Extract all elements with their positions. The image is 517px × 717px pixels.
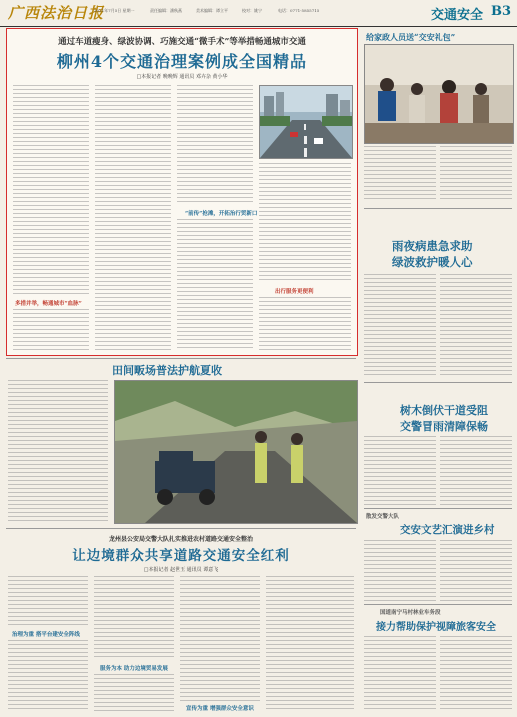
date-line: 2021年7月5日 星期一 [94, 8, 135, 13]
bottom-subhead-2: 服务为本 助力边境贸易发展 [100, 666, 168, 672]
divider [364, 382, 512, 383]
lead-text-col3b [177, 219, 253, 351]
bottom-text-col2 [94, 576, 174, 660]
right-headline-2b: 绿波救护暖人心 [392, 255, 473, 269]
right-text-a2 [440, 146, 512, 202]
lead-title: 柳州4个交通治理案例成全国精品 [56, 52, 308, 71]
right-headline-1: 给家政人员送“交安礼包” [366, 32, 456, 42]
bottom-text-col1 [8, 576, 88, 626]
right-headline-3a: 树木倒伏干道受阻 [400, 404, 488, 417]
police-tricycle-photo [115, 381, 357, 523]
right-text-d2 [440, 540, 512, 604]
right-text-b1 [364, 274, 436, 378]
lead-subhead-1: 多措并举，畅通城市“血脉” [15, 301, 82, 307]
section-title: 交通安全 [430, 8, 483, 23]
lead-subhead-2: “前传”抢滩，开拓治行贸新口 [185, 211, 258, 217]
lead-story [6, 28, 358, 356]
page-number: B3 [490, 4, 511, 19]
bottom-text-col2b [94, 674, 174, 712]
divider [364, 208, 512, 209]
bottom-text-col1b [8, 640, 88, 712]
right-headline-6: 接力帮助保护视障旅客安全 [376, 622, 496, 633]
lead-text-col2 [95, 85, 171, 351]
middle-text [8, 380, 108, 522]
lead-byline: □本报记者 晚晚辉 通讯员 邓卉杂 黄小华 [136, 74, 228, 80]
lead-text-col4b [259, 297, 351, 351]
lead-right-subhead: 出行服务更便利 [275, 289, 314, 295]
lead-text-col1 [13, 85, 89, 295]
right-headline-6-small: 国道南宁马村林业车务段 [380, 610, 441, 616]
right-text-b2 [440, 274, 512, 378]
bottom-byline: □本报记者 赵世玉 通讯员 谭意飞 [143, 567, 219, 573]
right-text-a1 [364, 146, 436, 202]
middle-headline: 田间畈场普法护航夏收 [112, 364, 222, 377]
divider [364, 604, 512, 605]
lead-photo [259, 85, 353, 159]
right-text-c1 [364, 436, 436, 506]
bottom-subhead-3: 宣传为重 增强群众安全意识 [186, 706, 254, 712]
lead-kicker: 通过车道瘦身、绿波协调、巧施交通“微手术”等举措畅通城市交通 [58, 37, 306, 47]
proof-line: 校对：姚宁 [242, 8, 262, 13]
bottom-subhead-1: 治理为重 搭平台建安全阵线 [12, 632, 80, 638]
bottom-text-col3 [180, 576, 260, 702]
middle-photo [114, 380, 358, 524]
lead-text-col4 [259, 163, 351, 283]
bottom-title: 让边境群众共享道路交通安全红利 [72, 548, 290, 564]
right-text-d1 [364, 540, 436, 604]
divider [364, 508, 512, 509]
right-text-e2 [440, 636, 512, 712]
phone-line: 电话：0771-5855715 [278, 8, 320, 13]
lead-text-col1b [13, 309, 89, 351]
page-header [0, 0, 517, 27]
community-meeting-photo [365, 45, 513, 143]
right-headline-4: 散发交警大队 [366, 514, 400, 520]
right-headline-5: 交安文艺汇演进乡村 [400, 524, 495, 536]
designer-line: 美术编辑：谭立平 [196, 8, 228, 13]
divider [6, 528, 356, 529]
city-road-photo [260, 86, 352, 158]
right-photo [364, 44, 514, 144]
editor-line: 责任编辑：潘秋燕 [150, 8, 182, 13]
bottom-text-col4 [266, 576, 354, 712]
right-text-e1 [364, 636, 436, 712]
right-headline-3b: 交警冒雨清障保畅 [400, 420, 488, 433]
bottom-kicker: 龙州县公安局交警大队扎实推进农村道路交通安全整治 [108, 536, 253, 543]
divider [6, 358, 356, 359]
right-text-c2 [440, 436, 512, 506]
masthead: 广西法治日报 [8, 4, 105, 22]
right-headline-2a: 雨夜病患急求助 [392, 239, 473, 253]
lead-text-col3 [177, 85, 253, 203]
